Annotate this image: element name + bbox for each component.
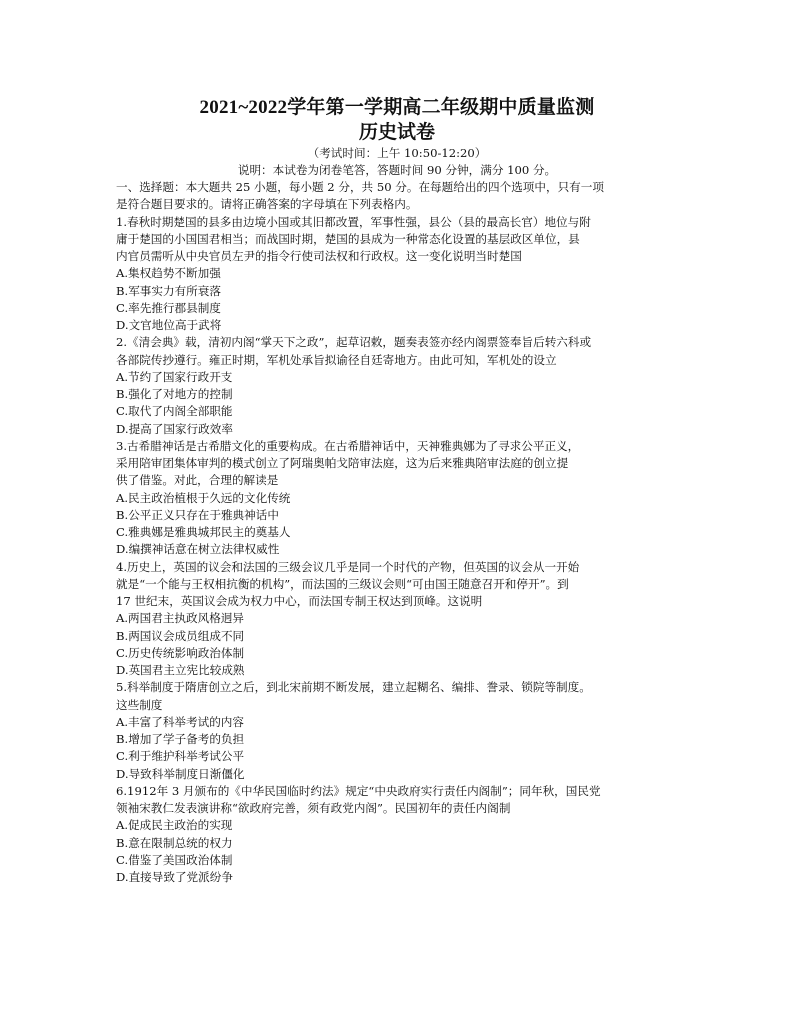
exam-instructions: 说明：本试卷为闭卷笔答，答题时间 90 分钟，满分 100 分。 [237, 163, 557, 177]
option-d[interactable]: D.提高了国家行政效率 [116, 421, 233, 436]
section-heading [116, 179, 678, 214]
option-a[interactable]: A.丰富了科举考试的内容 [116, 714, 244, 729]
question-5 [116, 679, 678, 783]
option-c[interactable]: C.利于维护科举考试公平 [116, 749, 245, 764]
question-stem-line: 4.历史上，英国的议会和法国的三级会议几乎是同一个时代的产物，但英国的议会从一开始 [116, 559, 580, 574]
exam-title: 2021~2022学年第一学期高二年级期中质量监测 [199, 97, 595, 118]
question-stem-line: 17 世纪末，英国议会成为权力中心，而法国专制王权达到顶峰。这说明 [116, 594, 483, 608]
option-b[interactable]: B.强化了对地方的控制 [116, 387, 233, 401]
question-stem-line: 这些制度 [116, 697, 163, 712]
question-stem-line: 2.《清会典》载，清初内阁“掌天下之政”，起草诏敕，题奏表签亦经内阁票签奉旨后转六科或 [116, 335, 592, 350]
option-b[interactable]: B.军事实力有所衰落 [116, 283, 221, 298]
question-1 [116, 214, 678, 335]
option-c[interactable]: C.率先推行郡县制度 [116, 300, 221, 315]
option-c[interactable]: C.借鉴了美国政治体制 [116, 852, 233, 867]
option-b[interactable]: B.意在限制总统的权力 [116, 835, 233, 850]
section-line: 是符合题目要求的。请将正确答案的字母填在下列表格内。 [116, 197, 418, 212]
option-c[interactable]: C.历史传统影响政治体制 [116, 645, 245, 660]
option-b[interactable]: B.公平正义只存在于雅典神话中 [116, 507, 279, 522]
question-stem-line: 3.古希腊神话是古希腊文化的重要构成。在古希腊神话中，天神雅典娜为了寻求公平正义， [116, 438, 580, 453]
option-a[interactable]: A.两国君主执政风格迥异 [116, 611, 244, 626]
question-stem-line: 5.科举制度于隋唐创立之后，到北宋前期不断发展，建立起糊名、编排、誊录、锁院等制度。 [116, 680, 591, 695]
exam-subtitle: 历史试卷 [358, 122, 435, 143]
question-stem-line: 内官员需听从中央官员左尹的指令行使司法权和行政权。这一变化说明当时楚国 [116, 249, 522, 263]
question-6 [116, 783, 678, 887]
question-4 [116, 559, 678, 680]
question-stem-line: 6.1912年 3 月颁布的《中华民国临时约法》规定“中央政府实行责任内阁制”；同年秋，国民党 [116, 783, 601, 798]
question-stem-line: 各部院传抄遵行。雍正时期，军机处承旨拟谕径自廷寄地方。由此可知，军机处的设立 [116, 352, 557, 367]
question-stem-line: 1.春秋时期楚国的县多由边境小国或其旧都改置，军事性强，县公（县的最高长官）地位与附 [116, 214, 591, 229]
option-d[interactable]: D.编撰神话意在树立法律权威性 [116, 542, 280, 557]
exam-page [116, 96, 678, 886]
section-line: 一、选择题：本大题共 25 小题，每小题 2 分，共 50 分。在每题给出的四个选项中，只有一项 [116, 180, 604, 194]
option-d[interactable]: D.英国君主立宪比较成熟 [116, 663, 245, 677]
option-a[interactable]: A.节约了国家行政开支 [116, 369, 233, 384]
question-stem-line: 就是“一个能与王权相抗衡的机构”，而法国的三级议会则“可由国王随意召开和停开”。到 [116, 576, 569, 591]
question-stem-line: 领袖宋教仁发表演讲称“欲政府完善，须有政党内阁”。民国初年的责任内阁制 [116, 801, 511, 815]
exam-time: （考试时间：上午 10:50-12:20） [307, 146, 487, 160]
question-stem-line: 采用陪审团集体审判的模式创立了阿瑞奥帕戈陪审法庭，这为后来雅典陪审法庭的创立提 [116, 456, 569, 470]
question-2 [116, 334, 678, 438]
option-a[interactable]: A.促成民主政治的实现 [116, 818, 233, 833]
option-b[interactable]: B.两国议会成员组成不同 [116, 628, 245, 643]
option-d[interactable]: D.文官地位高于武将 [116, 318, 222, 332]
option-c[interactable]: C.雅典娜是雅典城邦民主的奠基人 [116, 525, 291, 539]
option-d[interactable]: D.直接导致了党派纷争 [116, 870, 233, 884]
question-stem-line: 供了借鉴。对此，合理的解读是 [116, 473, 279, 488]
option-c[interactable]: C.取代了内阁全部职能 [116, 404, 233, 419]
option-d[interactable]: D.导致科举制度日渐僵化 [116, 766, 245, 781]
question-3 [116, 438, 678, 559]
option-a[interactable]: A.民主政治植根于久远的文化传统 [116, 490, 291, 505]
option-b[interactable]: B.增加了学子备考的负担 [116, 732, 245, 746]
question-stem-line: 庸于楚国的小国国君相当；而战国时期，楚国的县成为一种常态化设置的基层政区单位，县 [116, 231, 580, 246]
option-a[interactable]: A.集权趋势不断加强 [116, 266, 221, 281]
